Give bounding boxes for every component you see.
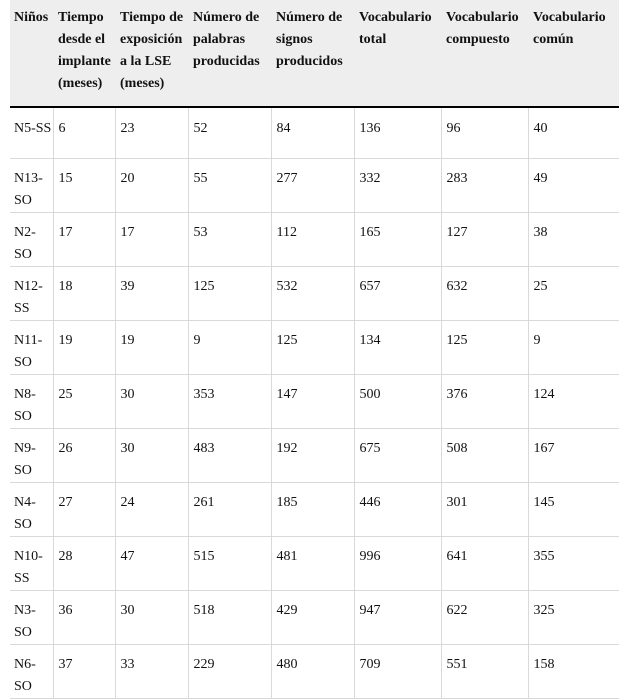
cell-tiempo-exposicion: 47	[115, 536, 188, 590]
cell-tiempo-exposicion: 30	[115, 590, 188, 644]
cell-vocabulario-total: 136	[354, 107, 441, 158]
cell-signos: 84	[271, 107, 354, 158]
table-row	[10, 374, 619, 428]
table-header	[10, 0, 619, 107]
cell-vocabulario-comun: 25	[528, 266, 619, 320]
cell-palabras: 483	[188, 428, 271, 482]
cell-tiempo-exposicion: 20	[115, 158, 188, 212]
cell-vocabulario-comun: 38	[528, 212, 619, 266]
cell-tiempo-exposicion: 30	[115, 374, 188, 428]
cell-vocabulario-compuesto: 125	[441, 320, 528, 374]
cell-palabras: 9	[188, 320, 271, 374]
cell-signos: 277	[271, 158, 354, 212]
cell-vocabulario-compuesto: 96	[441, 107, 528, 158]
cell-palabras: 518	[188, 590, 271, 644]
cell-palabras: 353	[188, 374, 271, 428]
cell-vocabulario-compuesto: 622	[441, 590, 528, 644]
cell-vocabulario-comun: 355	[528, 536, 619, 590]
cell-nino: N3-SO	[10, 590, 53, 644]
cell-vocabulario-comun: 9	[528, 320, 619, 374]
cell-vocabulario-compuesto: 551	[441, 644, 528, 698]
cell-palabras: 229	[188, 644, 271, 698]
cell-vocabulario-total: 134	[354, 320, 441, 374]
cell-tiempo-implante: 19	[53, 320, 115, 374]
cell-tiempo-implante: 37	[53, 644, 115, 698]
table-row	[10, 158, 619, 212]
header-ninos: Niños	[10, 0, 53, 107]
cell-vocabulario-comun: 49	[528, 158, 619, 212]
table-row	[10, 212, 619, 266]
cell-tiempo-implante: 28	[53, 536, 115, 590]
cell-vocabulario-compuesto: 301	[441, 482, 528, 536]
cell-vocabulario-comun: 325	[528, 590, 619, 644]
header-tiempo-implante: Tiempo desde el implante (meses)	[53, 0, 115, 107]
cell-vocabulario-total: 947	[354, 590, 441, 644]
cell-palabras: 515	[188, 536, 271, 590]
cell-vocabulario-total: 165	[354, 212, 441, 266]
table-row	[10, 590, 619, 644]
cell-tiempo-implante: 26	[53, 428, 115, 482]
table-row	[10, 536, 619, 590]
cell-palabras: 52	[188, 107, 271, 158]
cell-vocabulario-compuesto: 641	[441, 536, 528, 590]
cell-vocabulario-compuesto: 376	[441, 374, 528, 428]
cell-nino: N4-SO	[10, 482, 53, 536]
cell-signos: 429	[271, 590, 354, 644]
cell-vocabulario-total: 500	[354, 374, 441, 428]
cell-tiempo-exposicion: 19	[115, 320, 188, 374]
cell-nino: N13-SO	[10, 158, 53, 212]
cell-vocabulario-total: 709	[354, 644, 441, 698]
table-row	[10, 644, 619, 698]
cell-vocabulario-total: 446	[354, 482, 441, 536]
cell-tiempo-exposicion: 33	[115, 644, 188, 698]
table-row	[10, 266, 619, 320]
cell-tiempo-implante: 18	[53, 266, 115, 320]
cell-tiempo-exposicion: 30	[115, 428, 188, 482]
data-table-container	[10, 0, 619, 699]
cell-tiempo-implante: 6	[53, 107, 115, 158]
cell-vocabulario-comun: 40	[528, 107, 619, 158]
cell-vocabulario-comun: 158	[528, 644, 619, 698]
header-vocabulario-comun: Vocabulario común	[528, 0, 619, 107]
table-row	[10, 107, 619, 158]
header-row	[10, 0, 619, 107]
cell-signos: 147	[271, 374, 354, 428]
table-row	[10, 482, 619, 536]
cell-nino: N6-SO	[10, 644, 53, 698]
cell-palabras: 55	[188, 158, 271, 212]
table-row	[10, 320, 619, 374]
cell-vocabulario-total: 675	[354, 428, 441, 482]
cell-vocabulario-total: 332	[354, 158, 441, 212]
cell-nino: N9-SO	[10, 428, 53, 482]
cell-signos: 185	[271, 482, 354, 536]
cell-signos: 192	[271, 428, 354, 482]
cell-vocabulario-compuesto: 508	[441, 428, 528, 482]
cell-palabras: 53	[188, 212, 271, 266]
cell-signos: 125	[271, 320, 354, 374]
vocabulary-table	[10, 0, 619, 699]
header-vocabulario-total: Vocabulario total	[354, 0, 441, 107]
cell-nino: N12-SS	[10, 266, 53, 320]
cell-nino: N10-SS	[10, 536, 53, 590]
cell-nino: N8-SO	[10, 374, 53, 428]
cell-tiempo-implante: 17	[53, 212, 115, 266]
cell-signos: 532	[271, 266, 354, 320]
cell-signos: 112	[271, 212, 354, 266]
table-row	[10, 428, 619, 482]
cell-tiempo-exposicion: 24	[115, 482, 188, 536]
cell-tiempo-implante: 36	[53, 590, 115, 644]
cell-nino: N2-SO	[10, 212, 53, 266]
table-body	[10, 107, 619, 698]
cell-vocabulario-comun: 145	[528, 482, 619, 536]
cell-tiempo-exposicion: 39	[115, 266, 188, 320]
cell-vocabulario-comun: 124	[528, 374, 619, 428]
cell-tiempo-exposicion: 23	[115, 107, 188, 158]
cell-nino: N5-SS	[10, 107, 53, 158]
cell-vocabulario-compuesto: 127	[441, 212, 528, 266]
cell-signos: 481	[271, 536, 354, 590]
cell-vocabulario-compuesto: 283	[441, 158, 528, 212]
cell-tiempo-exposicion: 17	[115, 212, 188, 266]
cell-tiempo-implante: 15	[53, 158, 115, 212]
cell-vocabulario-compuesto: 632	[441, 266, 528, 320]
cell-vocabulario-comun: 167	[528, 428, 619, 482]
header-signos: Número de signos producidos	[271, 0, 354, 107]
cell-signos: 480	[271, 644, 354, 698]
header-tiempo-exposicion: Tiempo de exposición a la LSE (meses)	[115, 0, 188, 107]
cell-tiempo-implante: 27	[53, 482, 115, 536]
header-palabras: Número de palabras producidas	[188, 0, 271, 107]
cell-nino: N11-SO	[10, 320, 53, 374]
cell-vocabulario-total: 657	[354, 266, 441, 320]
cell-vocabulario-total: 996	[354, 536, 441, 590]
cell-palabras: 125	[188, 266, 271, 320]
cell-tiempo-implante: 25	[53, 374, 115, 428]
cell-palabras: 261	[188, 482, 271, 536]
header-vocabulario-compuesto: Vocabulario compuesto	[441, 0, 528, 107]
